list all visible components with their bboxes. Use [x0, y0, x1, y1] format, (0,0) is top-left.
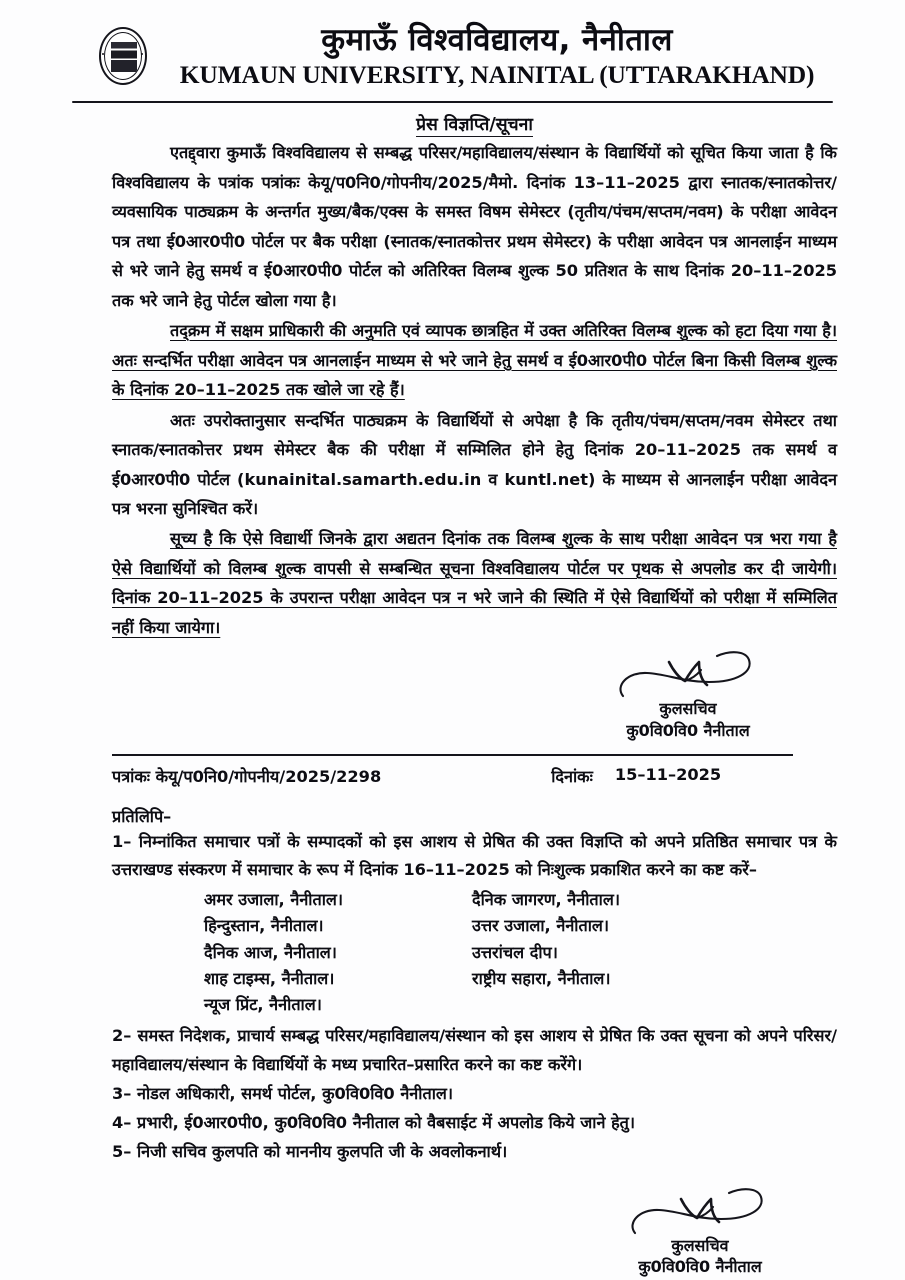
- registrar-signature-icon: [595, 1185, 805, 1241]
- copy-to-item-2: 2– समस्त निदेशक, प्राचार्य सम्बद्ध परिसर/महाविद्यालय/संस्थान को इस आशय से प्रेषित कि उक्त सूचना को अपने परिसर/महाविद्यालय/संस्थान के विद्यार्थियों के मध्य प्रचारित–प्रसारित करने का कष्ट करेंगे।: [112, 1026, 837, 1075]
- letterhead: [0, 0, 905, 90]
- list-item: उत्तरांचल दीप।: [472, 942, 558, 962]
- body-paragraph-3: अतः उपरोक्तानुसार सन्दर्भित पाठ्यक्रम के विद्यार्थियों से अपेक्षा है कि तृतीय/पंचम/सप्तम/नवम सेमेस्टर तथा स्नातक/स्नातकोत्तर प्रथम सेमेस्टर बैक की परीक्षा में सम्मिलित होने हेतु दिनांक 20–11–2025 तक समर्थ व ई0आर0पी0 पोर्टल (kunainital.samarth.edu.in व kuntl.net) के माध्यम से आनलाईन परीक्षा आवेदन पत्र भरना सुनिश्चित करें।: [112, 410, 837, 518]
- copy-to-item-1: 1– निम्नांकित समाचार पत्रों के सम्पादकों को इस आशय से प्रेषित की उक्त विज्ञप्ति को अपने प्रतिष्ठित समाचार पत्र के उत्तराखण्ड संस्करण में समाचार के रूप में दिनांक 16–11–2025 को निःशुल्क प्रकाशित करने का कष्ट करें–: [112, 831, 837, 880]
- page-title-text: प्रेस विज्ञप्ति/सूचना: [416, 115, 533, 136]
- document-body: [0, 103, 905, 642]
- signature-designation: कुलसचिव: [671, 1235, 729, 1255]
- copy-to-item-4: 4– प्रभारी, ई0आर0पी0, कु0वि0वि0 नैनीताल को वैबसाईट में अपलोड किये जाने हेतु।: [112, 1112, 636, 1132]
- newspaper-column-right: [472, 887, 740, 1018]
- list-item: दैनिक आज, नैनीताल।: [204, 942, 337, 962]
- list-item: हिन्दुस्तान, नैनीताल।: [204, 916, 324, 936]
- page-title: [112, 112, 837, 136]
- list-item: अमर उजाला, नैनीताल।: [204, 890, 344, 910]
- body-paragraph-4: सूच्य है कि ऐसे विद्यार्थी जिनके द्वारा अद्यतन दिनांक तक विलम्ब शुल्क के साथ परीक्षा आवेदन पत्र भरा गया है ऐसे विद्यार्थियों को विलम्ब शुल्क वापसी से सम्बन्धित सूचना विश्वविद्यालय पोर्टल पर पृथक से अपलोड कर दी जायेगी। दिनांक 20–11–2025 के उपरान्त परीक्षा आवेदन पत्र न भरे जाने की स्थिति में ऐसे विद्यार्थियों को परीक्षा में सम्मिलित नहीं किया जायेगा।: [112, 529, 837, 637]
- signature-organisation: कु0वि0वि0 नैनीताल: [638, 1257, 762, 1277]
- date-label: दिनांकः: [551, 766, 593, 786]
- copy-to-title: प्रतिलिपि–: [112, 806, 172, 826]
- signature-block-bottom: [0, 1185, 905, 1278]
- date-value: 15–11–2025: [614, 764, 722, 784]
- university-title-block: [179, 22, 845, 90]
- list-item: राष्ट्रीय सहारा, नैनीताल।: [472, 968, 611, 988]
- reference-number: केयू/प0नि0/गोपनीय/2025/2298: [155, 766, 382, 786]
- list-item: दैनिक जागरण, नैनीताल।: [472, 890, 620, 910]
- signature-designation: कुलसचिव: [659, 699, 717, 719]
- kumaun-university-seal-icon: [95, 25, 151, 87]
- copy-to-section: [0, 787, 905, 1167]
- body-paragraph-2: तद्क्रम में सक्षम प्राधिकारी की अनुमति एवं व्यापक छात्रहित में उक्त अतिरिक्त विलम्ब शुल्क को हटा दिया गया है। अतः सन्दर्भित परीक्षा आवेदन पत्र आनलाईन माध्यम से भरे जाने हेतु समर्थ व ई0आर0पी0 पोर्टल बिना किसी विलम्ब शुल्क के दिनांक 20–11–2025 तक खोले जा रहे हैं।: [112, 321, 837, 400]
- list-item: उत्तर उजाला, नैनीताल।: [472, 916, 610, 936]
- university-name-english: KUMAUN UNIVERSITY, NAINITAL (UTTARAKHAND): [179, 59, 815, 89]
- signature-organisation: कु0वि0वि0 नैनीताल: [626, 721, 750, 740]
- signature-block-top: [0, 648, 905, 741]
- list-item: शाह टाइम्स, नैनीताल।: [204, 968, 335, 988]
- copy-to-item-5: 5– निजी सचिव कुलपति को माननीय कुलपति जी के अवलोकनार्थ।: [112, 1141, 508, 1161]
- newspaper-list: [112, 885, 837, 1022]
- newspaper-column-left: [204, 887, 472, 1018]
- body-paragraph-1: एतद्द्वारा कुमाऊँ विश्वविद्यालय से सम्बद्ध परिसर/महाविद्यालय/संस्थान के विद्यार्थियों को सूचित किया जाता है कि विश्वविद्यालय के पत्रांक पत्रांकः केयू/प0नि0/गोपनीय/2025/मैमो. दिनांक 13–11–2025 द्वारा स्नातक/स्नातकोत्तर/व्यवसायिक पाठ्यक्रम के अन्तर्गत मुख्य/बैक/एक्स के समस्त विषम सेमेस्टर (तृतीय/पंचम/सप्तम/नवम) के परीक्षा आवेदन पत्र तथा ई0आर0पी0 पोर्टल पर बैक परीक्षा (स्नातक/स्नातकोत्तर प्रथम सेमेस्टर) के परीक्षा आवेदन पत्र आनलाईन माध्यम से भरे जाने हेतु समर्थ व ई0आर0पी0 पोर्टल को अतिरिक्त विलम्ब शुल्क 50 प्रतिशत के साथ दिनांक 20–11–2025 तक भरे जाने हेतु पोर्टल खोला गया है।: [112, 143, 837, 310]
- reference-label: पत्रांकः: [112, 766, 151, 786]
- copy-to-item-3: 3– नोडल अधिकारी, समर्थ पोर्टल, कु0वि0वि0 नैनीताल।: [112, 1084, 454, 1104]
- registrar-signature-icon: [583, 648, 793, 704]
- reference-row: [0, 756, 905, 787]
- university-name-hindi: कुमाऊँ विश्वविद्यालय, नैनीताल: [321, 22, 673, 58]
- list-item: न्यूज प्रिंट, नैनीताल।: [204, 995, 322, 1015]
